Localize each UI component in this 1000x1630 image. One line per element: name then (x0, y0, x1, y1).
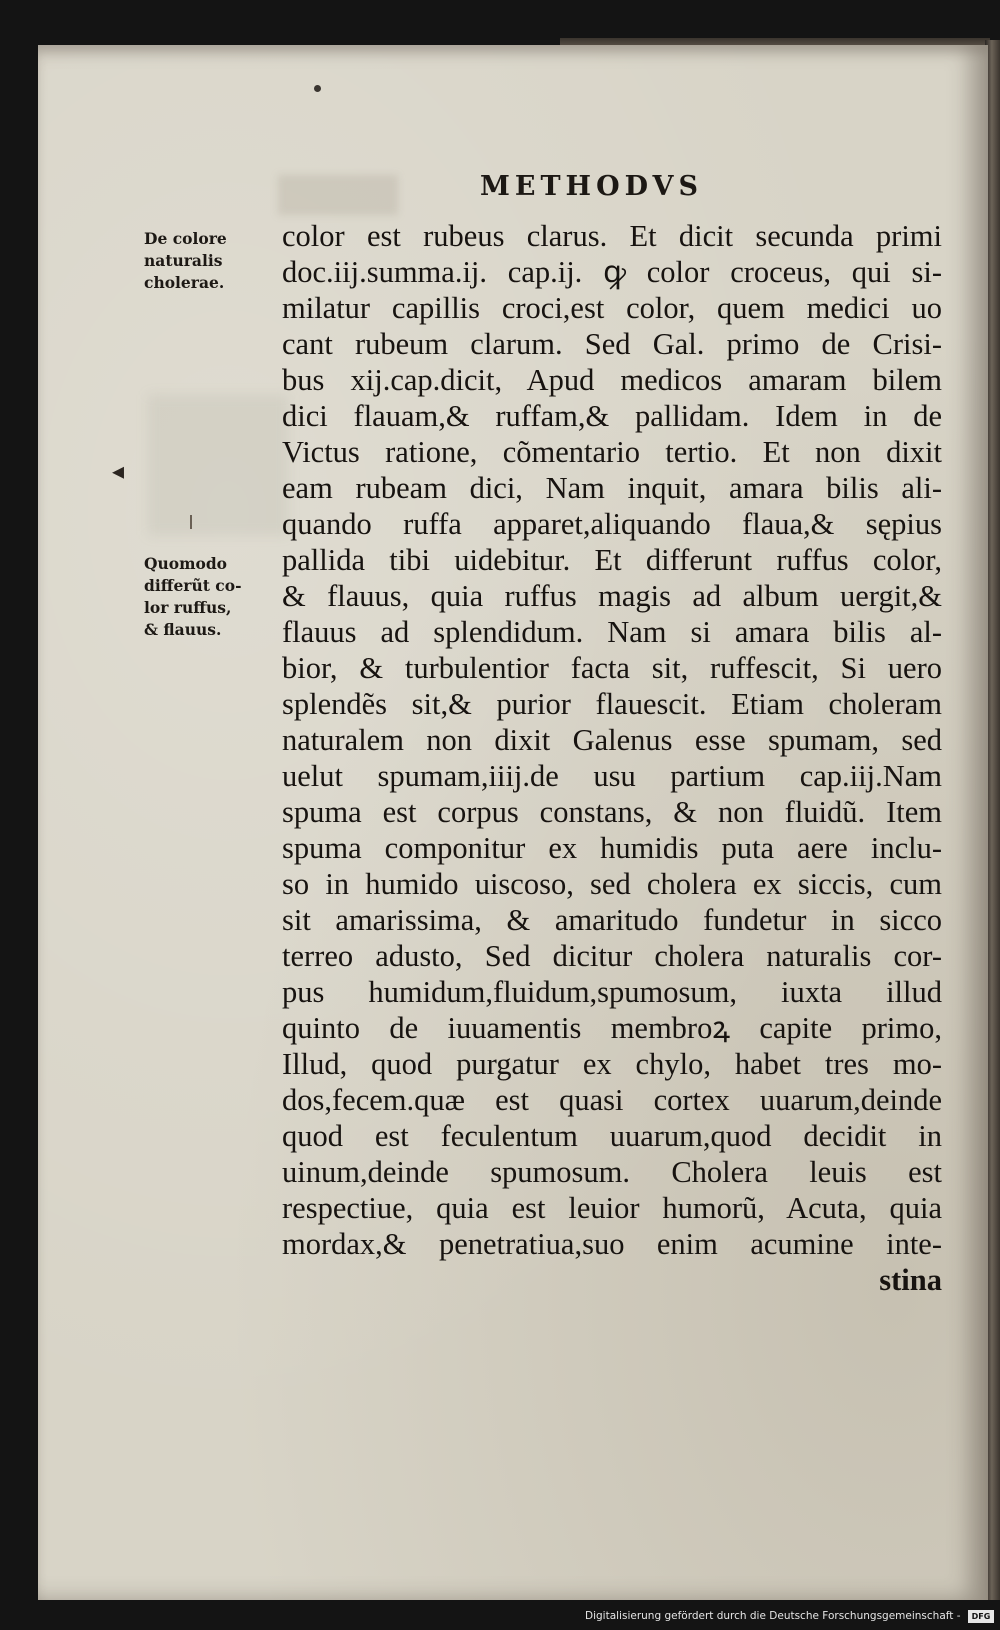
dfg-logo: DFG (968, 1610, 994, 1623)
text-line: bus xij.cap.dicit, Apud medicos amaram bilem (282, 363, 942, 397)
bleed-through-stain (148, 395, 288, 535)
ink-dot (314, 85, 321, 92)
margin-stroke (190, 515, 192, 529)
text-line: spuma est corpus constans, & non fluidũ. Item (282, 795, 942, 829)
text-line: pallida tibi uidebitur. Et differunt ruffus color, (282, 543, 942, 577)
text-line: respectiue, quia est leuior humorũ, Acuta, quia (282, 1191, 942, 1225)
marginal-note-line: differũt co- (144, 576, 242, 595)
text-line: dos,fecem.quæ est quasi cortex uuarum,deinde (282, 1083, 942, 1117)
marginal-note-line: lor ruffus, (144, 598, 232, 617)
text-line: Illud, quod purgatur ex chylo, habet tres mo- (282, 1047, 942, 1081)
text-line: dici flauam,& ruffam,& pallidam. Idem in de (282, 399, 942, 433)
text-line: quando ruffa apparet,aliquando flaua,& sępius (282, 507, 942, 541)
text-line: naturalem non dixit Galenus esse spumam, sed (282, 723, 942, 757)
text-line: flauus ad splendidum. Nam si amara bilis al- (282, 615, 942, 649)
digitization-credit: Digitalisierung gefördert durch die Deutsche Forschungsgemeinschaft - (585, 1610, 961, 1622)
body-text (282, 218, 942, 1298)
margin-tick-icon: ◂ (112, 457, 125, 485)
catchword: stina (879, 1263, 942, 1297)
text-line: pus humidum,fluidum,spumosum, iuxta illud (282, 975, 942, 1009)
marginal-note-line: Quomodo (144, 554, 228, 573)
text-line: quod est feculentum uuarum,quod decidit in (282, 1119, 942, 1153)
text-line: terreo adusto, Sed dicitur cholera naturalis cor- (282, 939, 942, 973)
text-line: & flauus, quia ruffus magis ad album uergit,& (282, 579, 942, 613)
text-line: cant rubeum clarum. Sed Gal. primo de Crisi- (282, 327, 942, 361)
text-line: uelut spumam,iiij.de usu partium cap.iij.Nam (282, 759, 942, 793)
text-line: color est rubeus clarus. Et dicit secunda primi (282, 219, 942, 253)
text-line: Victus ratione, cõmentario tertio. Et non dixit (282, 435, 942, 469)
marginal-note (144, 228, 227, 294)
marginal-note-line: cholerae. (144, 273, 225, 292)
book-page (38, 45, 988, 1600)
text-line: doc.iij.summa.ij. cap.ij. ꝙ color croceus, qui si- (282, 255, 942, 289)
marginal-note-line: & flauus. (144, 620, 222, 639)
text-line: eam rubeam dici, Nam inquit, amara bilis ali- (282, 471, 942, 505)
text-line: bior, & turbulentior facta sit, ruffescit, Si uero (282, 651, 942, 685)
text-line: splendẽs sit,& purior flauescit. Etiam choleram (282, 687, 942, 721)
marginal-note-line: naturalis (144, 251, 223, 270)
bleed-through-stain (278, 175, 398, 215)
text-line: so in humido uiscoso, sed cholera ex siccis, cum (282, 867, 942, 901)
text-line: mordax,& penetratiua,suo enim acumine inte- (282, 1227, 942, 1261)
marginal-note (144, 553, 242, 641)
text-line: sit amarissima, & amaritudo fundetur in sicco (282, 903, 942, 937)
text-line: uinum,deinde spumosum. Cholera leuis est (282, 1155, 942, 1189)
running-head: METHODVS (480, 171, 703, 202)
text-line: milatur capillis croci,est color, quem medici uo (282, 291, 942, 325)
marginal-note-line: De colore (144, 229, 227, 248)
text-line: quinto de iuuamentis membroꝝ capite primo, (282, 1011, 942, 1045)
text-line: spuma componitur ex humidis puta aere inclu- (282, 831, 942, 865)
